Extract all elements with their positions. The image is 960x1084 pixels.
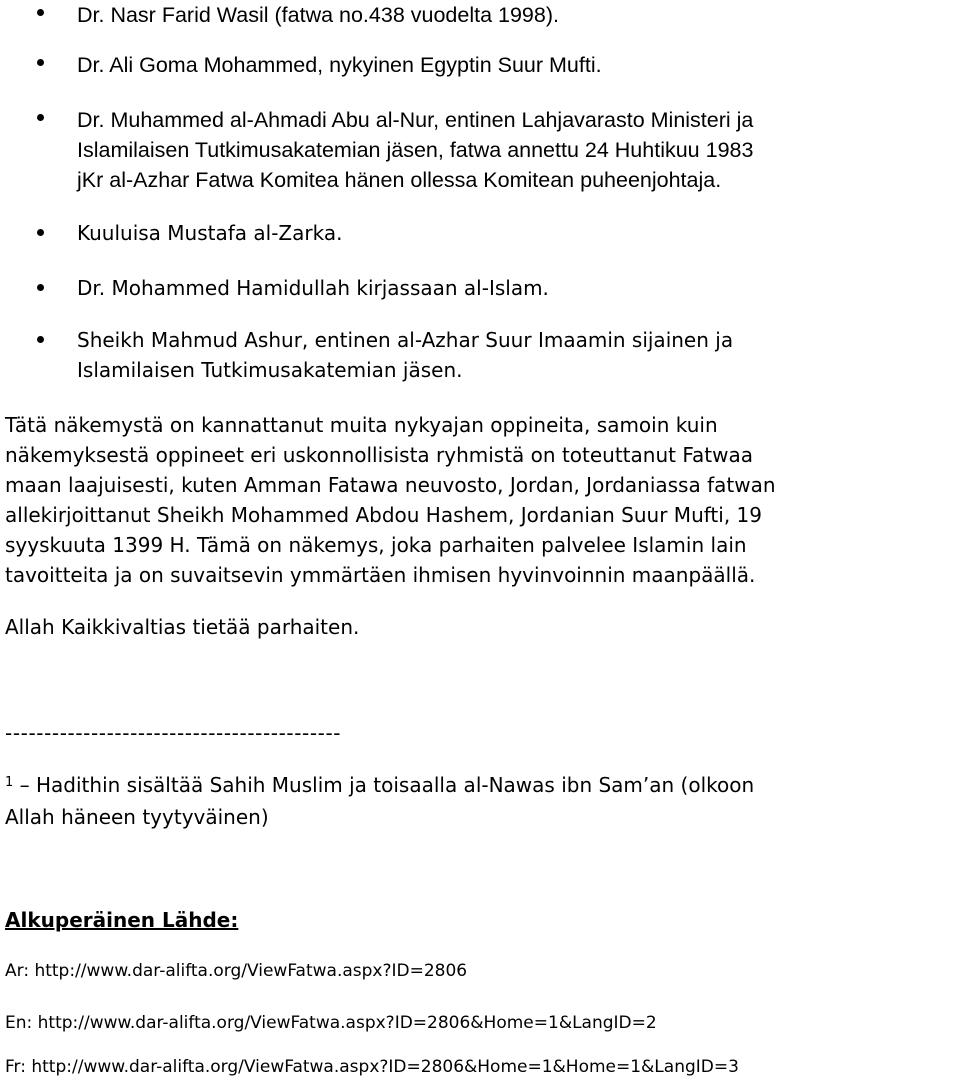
paragraph-line: näkemyksestä oppineet eri uskonnollisista ryhmistä on toteuttanut Fatwaa [5, 443, 753, 467]
paragraph-line: Tätä näkemystä on kannattanut muita nykyajan oppineita, samoin kuin [5, 413, 718, 437]
paragraph-line: tavoitteita ja on suvaitsevin ymmärtäen ihmisen hyvinvoinnin maanpäällä. [5, 563, 756, 587]
bullet-icon [37, 229, 44, 236]
list-item-text: Dr. Nasr Farid Wasil (fatwa no.438 vuodelta 1998). [77, 3, 559, 27]
list-item-text: Islamilaisen Tutkimusakatemian jäsen, fatwa annettu 24 Huhtikuu 1983 [77, 138, 754, 162]
sources-heading: Alkuperäinen Lähde: [5, 908, 239, 932]
list-item-text: Dr. Muhammed al-Ahmadi Abu al-Nur, entinen Lahjavarasto Ministeri ja [77, 108, 754, 132]
source-link-en[interactable]: En: http://www.dar-alifta.org/ViewFatwa.aspx?ID=2806&Home=1&LangID=2 [5, 1013, 657, 1033]
source-link-fr[interactable]: Fr: http://www.dar-alifta.org/ViewFatwa.aspx?ID=2806&Home=1&Home=1&LangID=3 [5, 1057, 739, 1077]
source-link-ar[interactable]: Ar: http://www.dar-alifta.org/ViewFatwa.aspx?ID=2806 [5, 961, 468, 981]
list-item-text: jKr al-Azhar Fatwa Komitea hänen ollessa Komitean puheenjohtaja. [77, 168, 722, 192]
paragraph-line: allekirjoittanut Sheikh Mohammed Abdou Hashem, Jordanian Suur Mufti, 19 [5, 503, 762, 527]
footnote-separator: ------------------------------------------- [5, 721, 342, 745]
closing-line: Allah Kaikkivaltias tietää parhaiten. [5, 615, 360, 639]
footnote-text: – Hadithin sisältää Sahih Muslim ja toisaalla al-Nawas ibn Sam’an (olkoon [19, 773, 755, 797]
paragraph-line: maan laajuisesti, kuten Amman Fatawa neuvosto, Jordan, Jordaniassa fatwan [5, 473, 776, 497]
footnote [5, 770, 755, 829]
body-paragraph [5, 410, 960, 590]
bullet-icon [37, 114, 44, 121]
footnote-number: 1 [5, 775, 14, 790]
footnote-line: Allah häneen tyytyväinen) [5, 805, 269, 829]
bullet-icon [37, 9, 44, 16]
bullet-icon [37, 336, 44, 343]
paragraph-line: syyskuuta 1399 H. Tämä on näkemys, joka parhaiten palvelee Islamin lain [5, 533, 747, 557]
list-item-text: Islamilaisen Tutkimusakatemian jäsen. [77, 358, 463, 382]
bullet-icon [37, 284, 44, 291]
footnote-line [5, 770, 754, 800]
list-item-text: Dr. Ali Goma Mohammed, nykyinen Egyptin Suur Mufti. [77, 53, 602, 77]
list-item-text: Kuuluisa Mustafa al-Zarka. [77, 221, 343, 245]
list-item-text: Dr. Mohammed Hamidullah kirjassaan al-Islam. [77, 276, 549, 300]
list-item-text: Sheikh Mahmud Ashur, entinen al-Azhar Suur Imaamin sijainen ja [77, 328, 734, 352]
bullet-icon [37, 59, 44, 66]
